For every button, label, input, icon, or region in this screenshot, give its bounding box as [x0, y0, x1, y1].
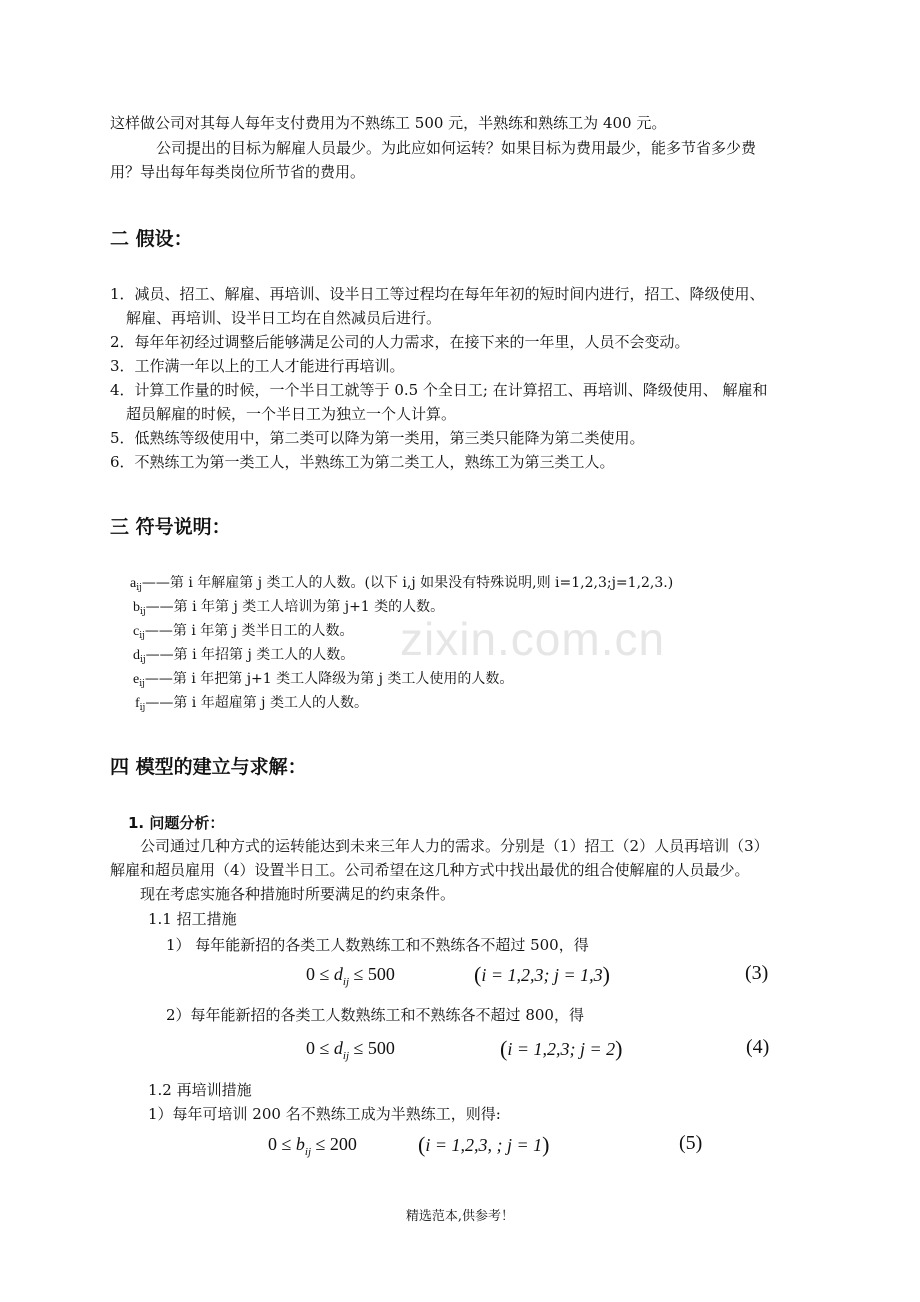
equation-4: $0 \le d_{ij} \le 500$: [306, 1038, 395, 1062]
assumption-item: 超员解雇的时候，一个半日工为独立一个人计算。: [126, 405, 457, 423]
paragraph-line: 现在考虑实施各种措施时所要满足的约束条件。: [140, 885, 456, 903]
constraint-text: 1）每年可培训 200 名不熟练工成为半熟练工，则得:: [148, 1105, 501, 1123]
watermark: zixin.com.cn: [400, 613, 666, 665]
equation-3-condition: (i = 1,2,3; j = 1,3): [474, 962, 610, 987]
section-heading-notation: 三 符号说明：: [110, 516, 231, 538]
assumption-item: 4．计算工作量的时候，一个半日工就等于 0.5 个全日工; 在计算招工、再培训、降级使用、 解雇和: [110, 381, 768, 399]
assumption-item: 1．减员、招工、解雇、再培训、设半日工等过程均在每年年初的短时间内进行，招工、降级使用、: [110, 285, 765, 303]
notation-row: $b_{ij}——$第 i 年第 j 类工人培训为第 j+1 类的人数。: [133, 599, 445, 617]
section-heading-model: 四 模型的建立与求解：: [110, 756, 307, 778]
assumption-item: 2．每年年初经过调整后能够满足公司的人力需求，在接下来的一年里，人员不会变动。: [110, 333, 690, 351]
paragraph-line: 公司通过几种方式的运转能达到未来三年人力的需求。分别是（1）招工（2）人员再培训（3）: [140, 837, 769, 855]
assumption-item: 3．工作满一年以上的工人才能进行再培训。: [110, 357, 405, 375]
assumption-item: 6．不熟练工为第一类工人，半熟练工为第二类工人，熟练工为第三类工人。: [110, 453, 615, 471]
equation-number: (5): [679, 1132, 703, 1154]
assumption-item: 解雇、再培训、设半日工均在自然减员后进行。: [126, 309, 442, 327]
equation-5: $0 \le b_{ij} \le 200$: [268, 1134, 357, 1158]
assumption-item: 5．低熟练等级使用中，第二类可以降为第一类用，第三类只能降为第二类使用。: [110, 429, 645, 447]
paragraph-line: 解雇和超员雇用（4）设置半日工。公司希望在这几种方式中找出最优的组合使解雇的人员最少。: [110, 861, 750, 879]
intro-line-1: 这样做公司对其每人每年支付费用为不熟练工 500 元，半熟练和熟练工为 400 元。: [110, 114, 667, 132]
notation-row: $f_{ij}——$第 i 年超雇第 j 类工人的人数。: [135, 695, 368, 713]
notation-row: $c_{ij}——$第 i 年第 j 类半日工的人数。: [133, 623, 354, 641]
notation-row: $e_{ij}——$第 i 年把第 j+1 类工人降级为第 j 类工人使用的人数。: [133, 671, 514, 689]
constraint-text: 2）每年能新招的各类工人数熟练工和不熟练各不超过 800，得: [166, 1006, 584, 1024]
equation-3: $0 \le d_{ij} \le 500$: [306, 964, 395, 988]
equation-number: (4): [746, 1036, 770, 1058]
equation-5-condition: (i = 1,2,3, ; j = 1): [418, 1132, 550, 1157]
equation-4-condition: (i = 1,2,3; j = 2): [500, 1036, 623, 1061]
intro-line-2: 公司提出的目标为解雇人员最少。为此应如何运转？如果目标为费用最少，能多节省多少费: [156, 139, 757, 157]
notation-row: $a_{ij}——$第 i 年解雇第 j 类工人的人数。(以下 i,j 如果没有特殊说明,则 i=1,2,3;j=1,2,3.): [130, 575, 674, 593]
section-heading-assumptions: 二 假设：: [110, 228, 193, 250]
subsection-heading-recruit: 1.1 招工措施: [148, 910, 237, 928]
page-footer: 精选范本,供参考！: [405, 1209, 515, 1224]
notation-row: $d_{ij}——$第 i 年招第 j 类工人的人数。: [133, 647, 355, 665]
subsection-heading-retrain: 1.2 再培训措施: [148, 1081, 252, 1099]
subsection-heading-analysis: 1. 问题分析：: [128, 814, 225, 832]
intro-line-3: 用？导出每年每类岗位所节省的费用。: [110, 163, 366, 181]
constraint-text: 1） 每年能新招的各类工人数熟练工和不熟练各不超过 500，得: [166, 936, 589, 954]
equation-number: (3): [745, 962, 769, 984]
